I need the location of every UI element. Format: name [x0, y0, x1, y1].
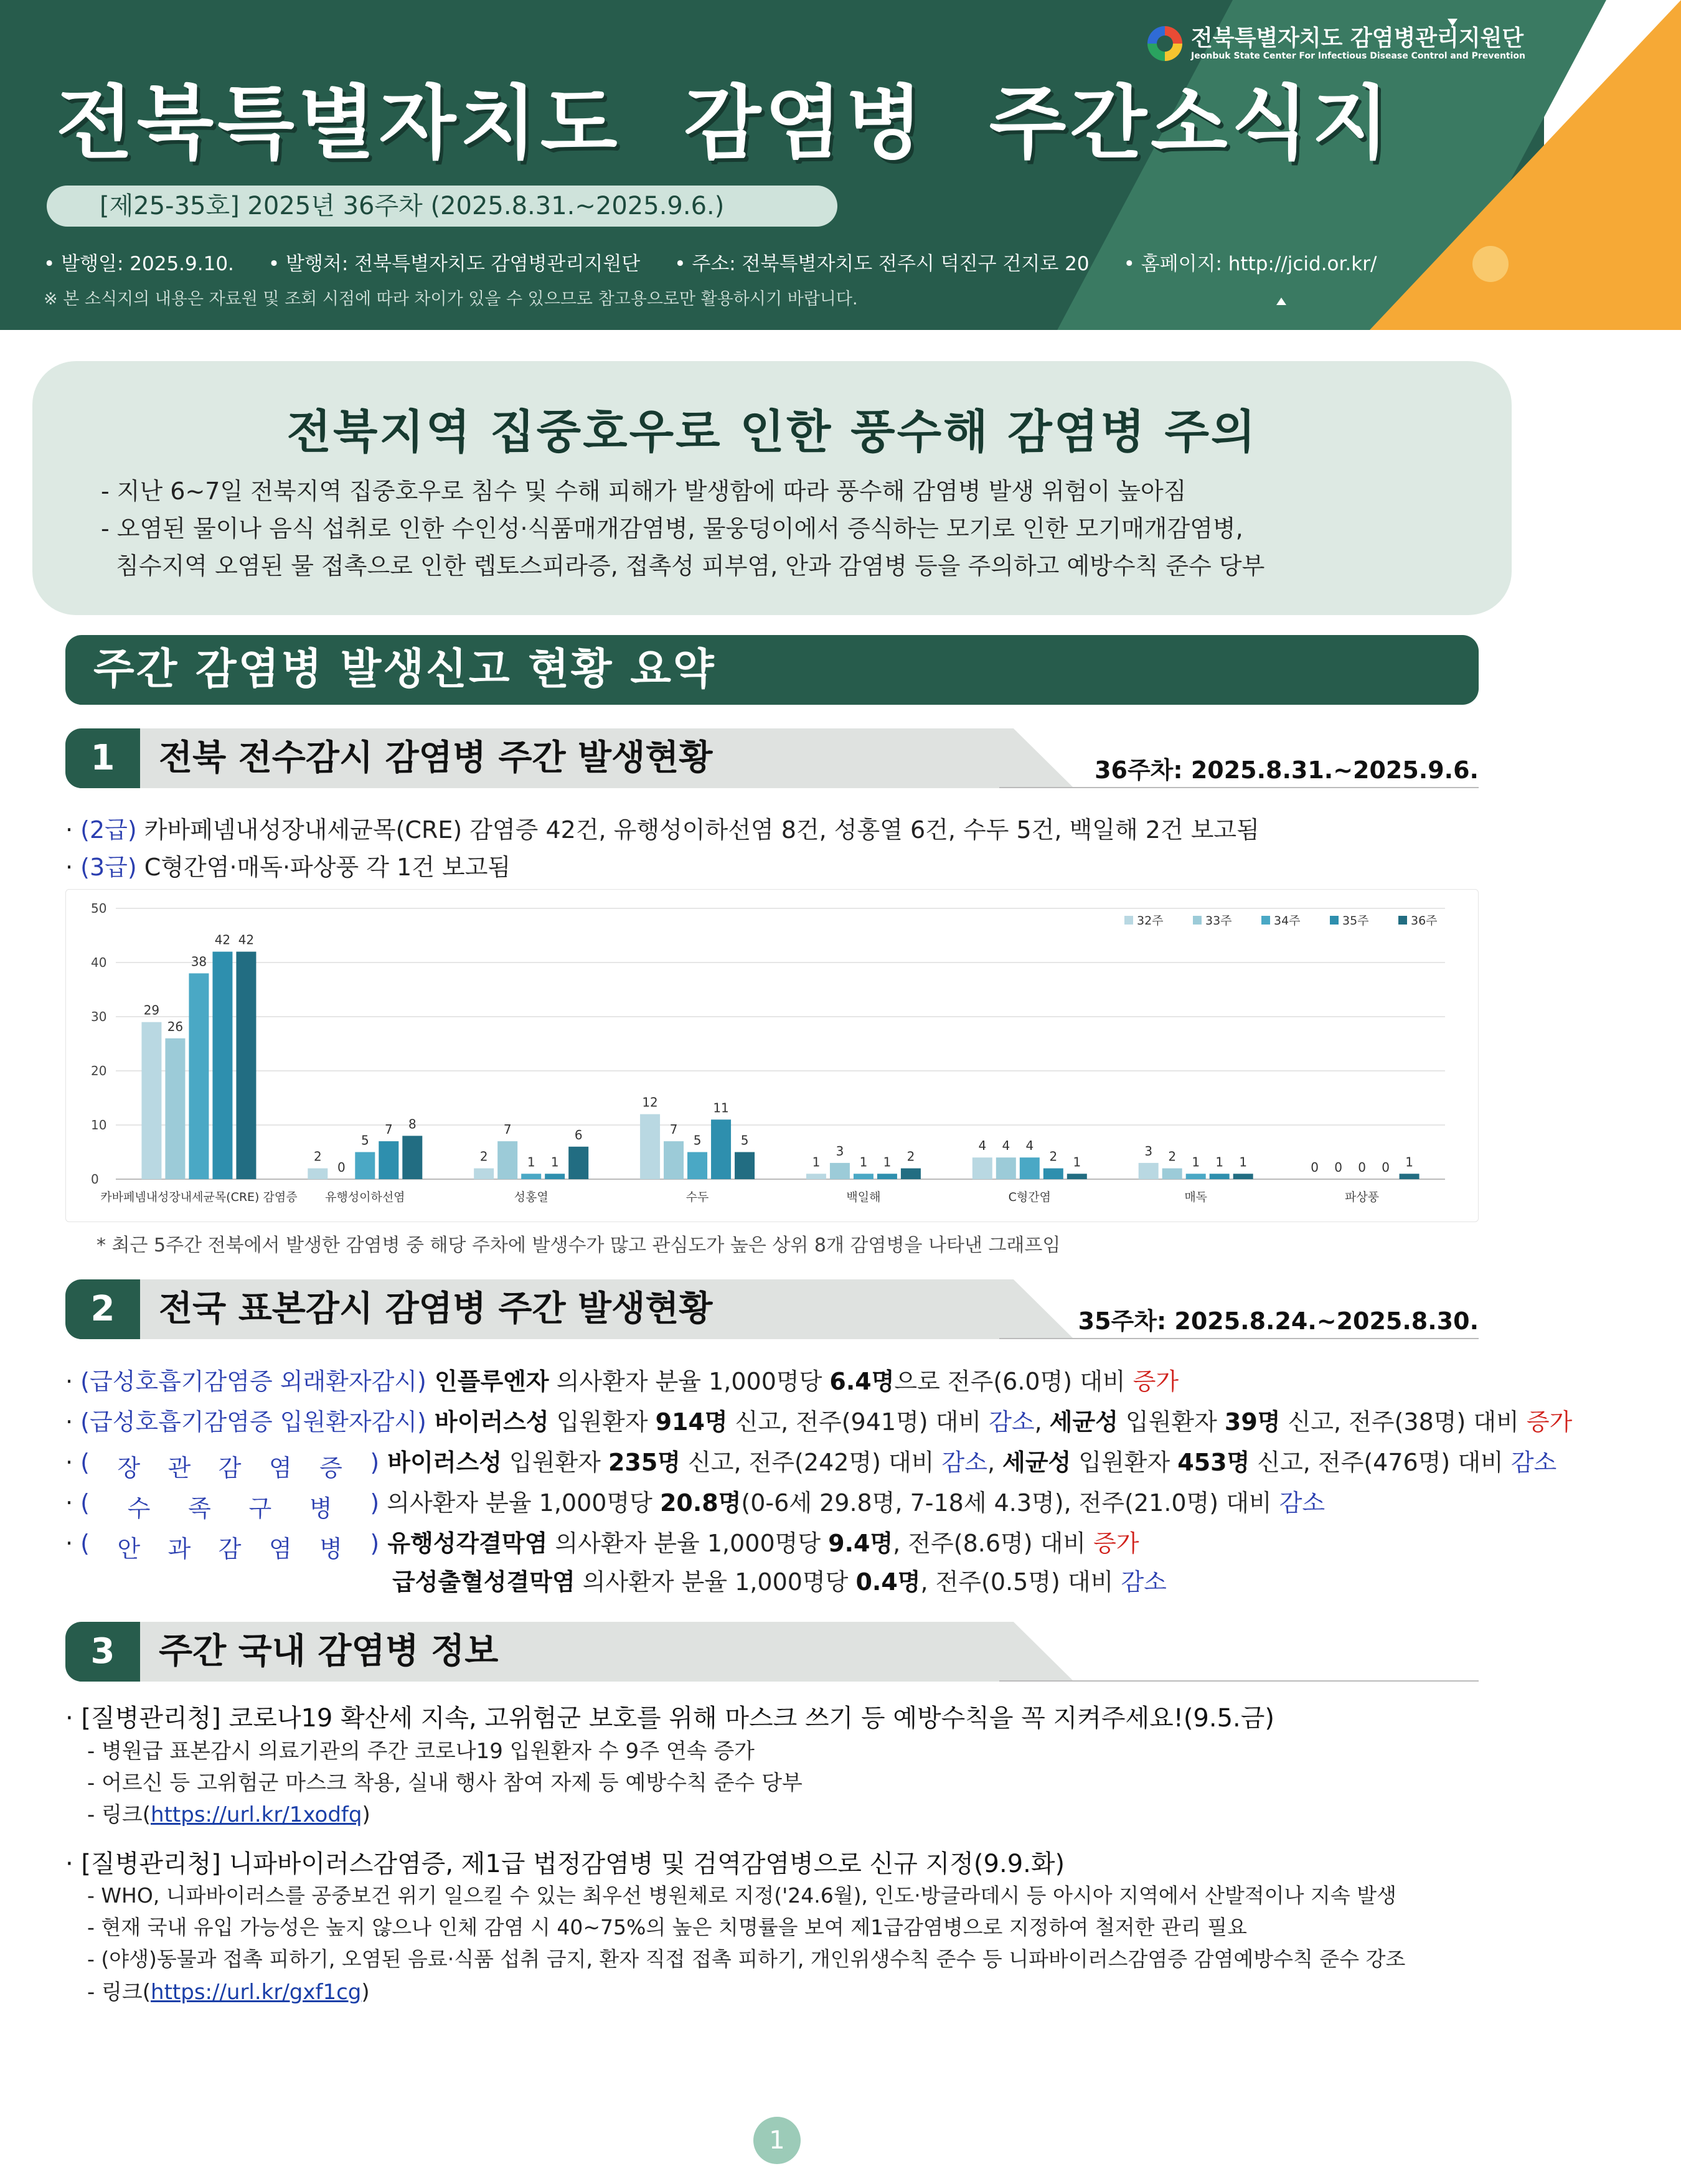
- data-label: 2: [1168, 1149, 1177, 1164]
- y-tick-label: 20: [91, 1063, 107, 1078]
- news-item-heading: · [질병관리청] 코로나19 확산세 지속, 고위험군 보호를 위해 마스크 쓰기 등 예방수칙을 꼭 지켜주세요!(9.5.금): [65, 1704, 1275, 1733]
- surveillance-text: (0-6세 29.8명, 7-18세 4.3명), 전주(21.0명) 대비: [741, 1489, 1279, 1517]
- x-category-label: C형간염: [1008, 1190, 1051, 1204]
- data-label: 11: [713, 1100, 729, 1116]
- data-label: 5: [693, 1132, 702, 1148]
- surveillance-text: 세균성: [1002, 1449, 1071, 1476]
- issue-badge: [제25-35호] 2025년 36주차 (2025.8.31.~2025.9.6.): [47, 186, 837, 227]
- data-label: 4: [978, 1138, 987, 1154]
- section-number: 1: [65, 728, 140, 788]
- bar: [640, 1114, 660, 1179]
- legend-swatch: [1261, 916, 1270, 925]
- news-item-link-line: - 링크(https://url.kr/gxf1cg): [87, 1980, 370, 2005]
- data-label: 4: [1002, 1138, 1010, 1154]
- grade-text: 카바페넴내성장내세균목(CRE) 감염증 42건, 유행성이하선염 8건, 성홍열 6건, 수두 5건, 백일해 2건 보고됨: [136, 816, 1260, 844]
- section-1-header: [65, 728, 1479, 788]
- y-tick-label: 30: [91, 1009, 107, 1024]
- bar: [379, 1141, 398, 1179]
- surveillance-row: · ( 수 족 구 병 ) 의사환자 분율 1,000명당 20.8명(0-6세 29.8명, 7-18세 4.3명), 전주(21.0명) 대비 감소: [65, 1489, 1325, 1522]
- alert-line: - 지난 6~7일 전북지역 집중호우로 침수 및 수해 피해가 발생함에 따라 풍수해 감염병 발생 위험이 높아짐: [101, 478, 1187, 505]
- bar: [1210, 1174, 1230, 1179]
- data-label: 1: [527, 1154, 535, 1170]
- bar: [308, 1169, 327, 1179]
- legend-swatch: [1193, 916, 1202, 925]
- surveillance-row: · ( 장 관 감 염 증 ) 바이러스성 입원환자 235명 신고, 전주(242명) 대비 감소, 세균성 입원환자 453명 신고, 전주(476명) 대비 감소: [65, 1449, 1557, 1482]
- weekly-bar-chart: [65, 889, 1479, 1222]
- surveillance-text: 바이러스성: [379, 1449, 502, 1476]
- bar: [1043, 1169, 1063, 1179]
- section-3-header: [65, 1622, 1479, 1682]
- surveillance-text: 0.4명: [855, 1568, 921, 1596]
- publish-date: • 발행일: 2025.9.10.: [44, 253, 234, 275]
- data-label: 38: [191, 954, 207, 969]
- news-item-heading: · [질병관리청] 니파바이러스감염증, 제1급 법정감염병 및 검역감염병으로 신규 지정(9.9.화): [65, 1850, 1065, 1878]
- bar: [1020, 1157, 1040, 1179]
- news-item-link-line: - 링크(https://url.kr/1xodfq): [87, 1802, 370, 1827]
- data-label: 3: [836, 1143, 844, 1159]
- org-logo-icon: [1147, 26, 1182, 61]
- surveillance-text: 신고, 전주(941명) 대비: [727, 1408, 989, 1436]
- surveillance-text: 신고, 전주(38명) 대비: [1280, 1408, 1527, 1436]
- bar: [711, 1119, 731, 1179]
- section-date: 35주차: 2025.8.24.~2025.8.30.: [1078, 1307, 1479, 1335]
- surveillance-text: 증가: [1132, 1368, 1179, 1395]
- news-item-detail: - 어르신 등 고위험군 마스크 착용, 실내 행사 참여 자제 등 예방수칙 준수 당부: [87, 1771, 803, 1796]
- legend-label: 34주: [1274, 914, 1301, 928]
- publisher: • 발행처: 전북특별자치도 감염병관리지원단: [268, 253, 641, 275]
- surveillance-text: 감소: [1510, 1449, 1557, 1476]
- bar: [877, 1174, 897, 1179]
- chart-footnote: * 최근 5주간 전북에서 발생한 감염병 중 해당 주차에 발생수가 많고 관심도가 높은 상위 8개 감염병을 나타낸 그래프임: [97, 1235, 1061, 1256]
- data-label: 2: [906, 1149, 915, 1164]
- data-label: 12: [642, 1094, 658, 1110]
- bar: [687, 1152, 707, 1180]
- bar: [497, 1141, 517, 1179]
- surveillance-text: 235명: [608, 1449, 680, 1476]
- surveillance-text: ,: [987, 1449, 1003, 1476]
- circle-decoration: [1472, 246, 1509, 282]
- surveillance-text: 입원환자: [1118, 1408, 1225, 1436]
- bar: [141, 1022, 161, 1179]
- surveillance-row: [392, 1563, 1167, 1597]
- data-label: 0: [1358, 1160, 1366, 1175]
- data-label: 26: [167, 1019, 184, 1034]
- bar: [355, 1152, 375, 1180]
- legend-swatch: [1124, 916, 1133, 925]
- surveillance-text: 의사환자 분율 1,000명당: [575, 1568, 856, 1596]
- bar: [474, 1169, 494, 1179]
- data-label: 0: [1334, 1160, 1342, 1175]
- surveillance-label: ( 수 족 구 병 ): [80, 1489, 380, 1522]
- surveillance-text: 증가: [1526, 1408, 1573, 1436]
- summary-heading: 주간 감염병 발생신고 현황 요약: [65, 635, 1479, 705]
- surveillance-text: , 전주(8.6명) 대비: [893, 1530, 1094, 1557]
- section-number: 3: [65, 1622, 140, 1682]
- surveillance-text: 914명: [655, 1408, 728, 1436]
- surveillance-text: 감소: [989, 1408, 1035, 1436]
- grade-label: (3급): [80, 854, 137, 881]
- x-category-label: 카바페넴내성장내세균목(CRE) 감염증: [100, 1190, 298, 1204]
- surveillance-text: 바이러스성: [426, 1408, 549, 1436]
- news-item-detail: - WHO, 니파바이러스를 공중보건 위기 일으킬 수 있는 최우선 병원체로 지정('24.6월), 인도·방글라데시 등 아시아 지역에서 산발적이나 지속 발생: [87, 1883, 1396, 1908]
- bar: [830, 1163, 850, 1179]
- org-name: 전북특별자치도 감염병관리지원단: [1191, 26, 1524, 51]
- bar: [545, 1174, 565, 1179]
- surveillance-text: 증가: [1093, 1530, 1139, 1557]
- section-title: 주간 국내 감염병 정보: [159, 1631, 499, 1672]
- data-label: 3: [1144, 1143, 1153, 1159]
- bar: [854, 1174, 873, 1179]
- disclaimer-note: ※ 본 소식지의 내용은 자료원 및 조회 시점에 따라 차이가 있을 수 있으므로 참고용으로만 활용하시기 바랍니다.: [44, 289, 858, 309]
- data-label: 2: [479, 1149, 488, 1164]
- data-label: 1: [1215, 1154, 1224, 1170]
- surveillance-text: 으로 전주(6.0명) 대비: [894, 1368, 1133, 1395]
- alert-line: 침수지역 오염된 물 접촉으로 인한 렙토스피라증, 접촉성 피부염, 안과 감염병 등을 주의하고 예방수칙 준수 당부: [101, 552, 1265, 580]
- bar: [972, 1157, 992, 1179]
- grade-text: C형간염·매독·파상풍 각 1건 보고됨: [136, 854, 511, 881]
- data-label: 1: [1239, 1154, 1248, 1170]
- surveillance-text: 의사환자 분율 1,000명당: [549, 1368, 830, 1395]
- surveillance-text: 신고, 전주(242명) 대비: [680, 1449, 942, 1476]
- x-category-label: 매독: [1184, 1190, 1208, 1204]
- data-label: 7: [503, 1122, 512, 1137]
- address: • 주소: 전북특별자치도 전주시 덕진구 건지로 20: [674, 253, 1090, 275]
- bar: [1186, 1174, 1206, 1179]
- surveillance-text: 입원환자: [549, 1408, 656, 1436]
- data-label: 42: [238, 932, 255, 948]
- surveillance-text: 입원환자: [501, 1449, 608, 1476]
- bar: [806, 1174, 826, 1179]
- data-label: 1: [859, 1154, 868, 1170]
- surveillance-text: 의사환자 분율 1,000명당: [547, 1530, 829, 1557]
- section-2-header: [65, 1279, 1479, 1339]
- data-label: 8: [408, 1116, 417, 1132]
- y-tick-label: 50: [91, 901, 107, 916]
- legend-swatch: [1398, 916, 1407, 925]
- bar: [996, 1157, 1016, 1179]
- data-label: 29: [143, 1002, 160, 1018]
- surveillance-text: 세균성: [1049, 1408, 1118, 1436]
- alert-line: - 오염된 물이나 음식 섭취로 인한 수인성·식품매개감염병, 물웅덩이에서 증식하는 모기로 인한 모기매개감염병,: [101, 515, 1243, 542]
- x-category-label: 성홍열: [514, 1190, 549, 1204]
- chart-canvas: [66, 890, 1479, 1223]
- bar: [568, 1147, 588, 1179]
- section-date: 36주차: 2025.8.31.~2025.9.6.: [1095, 756, 1479, 784]
- surveillance-text: ,: [1034, 1408, 1050, 1436]
- org-eng-name: Jeonbuk State Center For Infectious Disease Control and Prevention: [1191, 51, 1525, 61]
- data-label: 5: [740, 1132, 749, 1148]
- news-item-detail: - (야생)동물과 접촉 피하기, 오염된 음료·식품 섭취 금지, 환자 직접 접촉 피하기, 개인위생수칙 준수 등 니파바이러스감염증 감염예방수칙 준수 강조: [87, 1947, 1406, 1971]
- bar: [189, 973, 209, 1179]
- legend-swatch: [1330, 916, 1339, 925]
- surveillance-text: , 전주(0.5명) 대비: [920, 1568, 1121, 1596]
- triangle-icon: [1276, 298, 1286, 305]
- surveillance-label: (급성호흡기감염증 외래환자감시): [80, 1368, 426, 1395]
- news-link[interactable]: https://url.kr/gxf1cg: [151, 1980, 362, 2005]
- section-title: 전북 전수감시 감염병 주간 발생현황: [159, 738, 713, 778]
- bar: [901, 1169, 921, 1179]
- page-title: 전북특별자치도 감염병 주간소식지: [56, 77, 1393, 170]
- bar: [402, 1136, 422, 1179]
- surveillance-text: 감소: [1121, 1568, 1167, 1596]
- data-label: 2: [313, 1149, 322, 1164]
- surveillance-row: · (급성호흡기감염증 입원환자감시) 바이러스성 입원환자 914명 신고, 전주(941명) 대비 감소, 세균성 입원환자 39명 신고, 전주(38명) 대비 증가: [65, 1403, 1572, 1437]
- org-logo: [1147, 26, 1525, 61]
- bar: [664, 1141, 684, 1179]
- bar: [1139, 1163, 1159, 1179]
- section-number: 2: [65, 1279, 140, 1339]
- surveillance-text: 인플루엔자: [426, 1368, 549, 1395]
- data-label: 42: [214, 932, 231, 948]
- data-label: 1: [550, 1154, 559, 1170]
- surveillance-text: 9.4명: [828, 1530, 893, 1557]
- data-label: 4: [1025, 1138, 1034, 1154]
- surveillance-row: · ( 안 과 감 염 병 ) 유행성각결막염 의사환자 분율 1,000명당 9.4명, 전주(8.6명) 대비 증가: [65, 1530, 1139, 1563]
- surveillance-text: 급성출혈성결막염: [392, 1568, 575, 1596]
- y-tick-label: 0: [91, 1172, 99, 1187]
- x-category-label: 파상풍: [1345, 1190, 1380, 1204]
- surveillance-text: 입원환자: [1071, 1449, 1178, 1476]
- surveillance-text: 감소: [1279, 1489, 1325, 1517]
- surveillance-text: 453명: [1177, 1449, 1250, 1476]
- data-label: 1: [1192, 1154, 1200, 1170]
- grade3-summary: · (3급) C형간염·매독·파상풍 각 1건 보고됨: [65, 854, 511, 881]
- data-label: 0: [337, 1160, 346, 1175]
- bar: [735, 1152, 755, 1180]
- grade-label: (2급): [80, 816, 137, 844]
- bar: [212, 952, 232, 1179]
- bar: [1233, 1174, 1253, 1179]
- legend-label: 36주: [1411, 914, 1438, 928]
- surveillance-text: 유행성각결막염: [379, 1530, 548, 1557]
- y-tick-label: 10: [91, 1118, 107, 1132]
- bar: [521, 1174, 541, 1179]
- bar: [236, 952, 256, 1179]
- data-label: 6: [574, 1127, 583, 1142]
- data-label: 7: [669, 1122, 678, 1137]
- surveillance-text: 의사환자 분율 1,000명당: [379, 1489, 660, 1517]
- publication-meta: [44, 248, 1377, 276]
- grade2-summary: · (2급) 카바페넴내성장내세균목(CRE) 감염증 42건, 유행성이하선염 8건, 성홍열 6건, 수두 5건, 백일해 2건 보고됨: [65, 816, 1260, 844]
- data-label: 1: [1073, 1154, 1081, 1170]
- surveillance-text: 39명: [1224, 1408, 1281, 1436]
- data-label: 1: [812, 1154, 821, 1170]
- data-label: 1: [1405, 1154, 1413, 1170]
- x-category-label: 유행성이하선염: [325, 1190, 405, 1204]
- header-banner: [0, 0, 1544, 330]
- surveillance-row: · (급성호흡기감염증 외래환자감시) 인플루엔자 의사환자 분율 1,000명당 6.4명으로 전주(6.0명) 대비 증가: [65, 1362, 1179, 1396]
- news-item-detail: - 병원급 표본감시 의료기관의 주간 코로나19 입원환자 수 9주 연속 증가: [87, 1739, 755, 1764]
- bar: [1067, 1174, 1087, 1179]
- surveillance-label: (급성호흡기감염증 입원환자감시): [80, 1408, 426, 1436]
- legend-label: 35주: [1342, 914, 1369, 928]
- homepage-link[interactable]: • 홈페이지: http://jcid.or.kr/: [1123, 253, 1377, 275]
- data-label: 5: [360, 1132, 369, 1148]
- alert-title: 전북지역 집중호우로 인한 풍수해 감염병 주의: [286, 405, 1258, 459]
- surveillance-text: 신고, 전주(476명) 대비: [1250, 1449, 1511, 1476]
- data-label: 0: [1382, 1160, 1390, 1175]
- surveillance-text: 감소: [941, 1449, 987, 1476]
- legend-label: 33주: [1205, 914, 1232, 928]
- page-number: 1: [753, 2117, 801, 2164]
- data-label: 1: [883, 1154, 892, 1170]
- legend-label: 32주: [1137, 914, 1164, 928]
- alert-box: [32, 361, 1512, 615]
- news-item-detail: - 현재 국내 유입 가능성은 높지 않으나 인체 감염 시 40~75%의 높은 치명률을 보여 제1급감염병으로 지정하여 철저한 관리 필요: [87, 1915, 1247, 1939]
- data-label: 7: [384, 1122, 393, 1137]
- x-category-label: 수두: [685, 1190, 709, 1204]
- data-label: 0: [1311, 1160, 1319, 1175]
- surveillance-label: ( 장 관 감 염 증 ): [80, 1449, 380, 1482]
- surveillance-label: ( 안 과 감 염 병 ): [80, 1530, 380, 1563]
- y-tick-label: 40: [91, 955, 107, 970]
- surveillance-text: 20.8명: [659, 1489, 742, 1517]
- bar: [1400, 1174, 1420, 1179]
- section-title: 전국 표본감시 감염병 주간 발생현황: [159, 1289, 713, 1329]
- x-category-label: 백일해: [846, 1190, 881, 1204]
- bar: [1162, 1169, 1182, 1179]
- surveillance-text: 6.4명: [829, 1368, 895, 1395]
- bar: [165, 1038, 185, 1179]
- data-label: 2: [1049, 1149, 1058, 1164]
- news-link[interactable]: https://url.kr/1xodfq: [151, 1802, 362, 1827]
